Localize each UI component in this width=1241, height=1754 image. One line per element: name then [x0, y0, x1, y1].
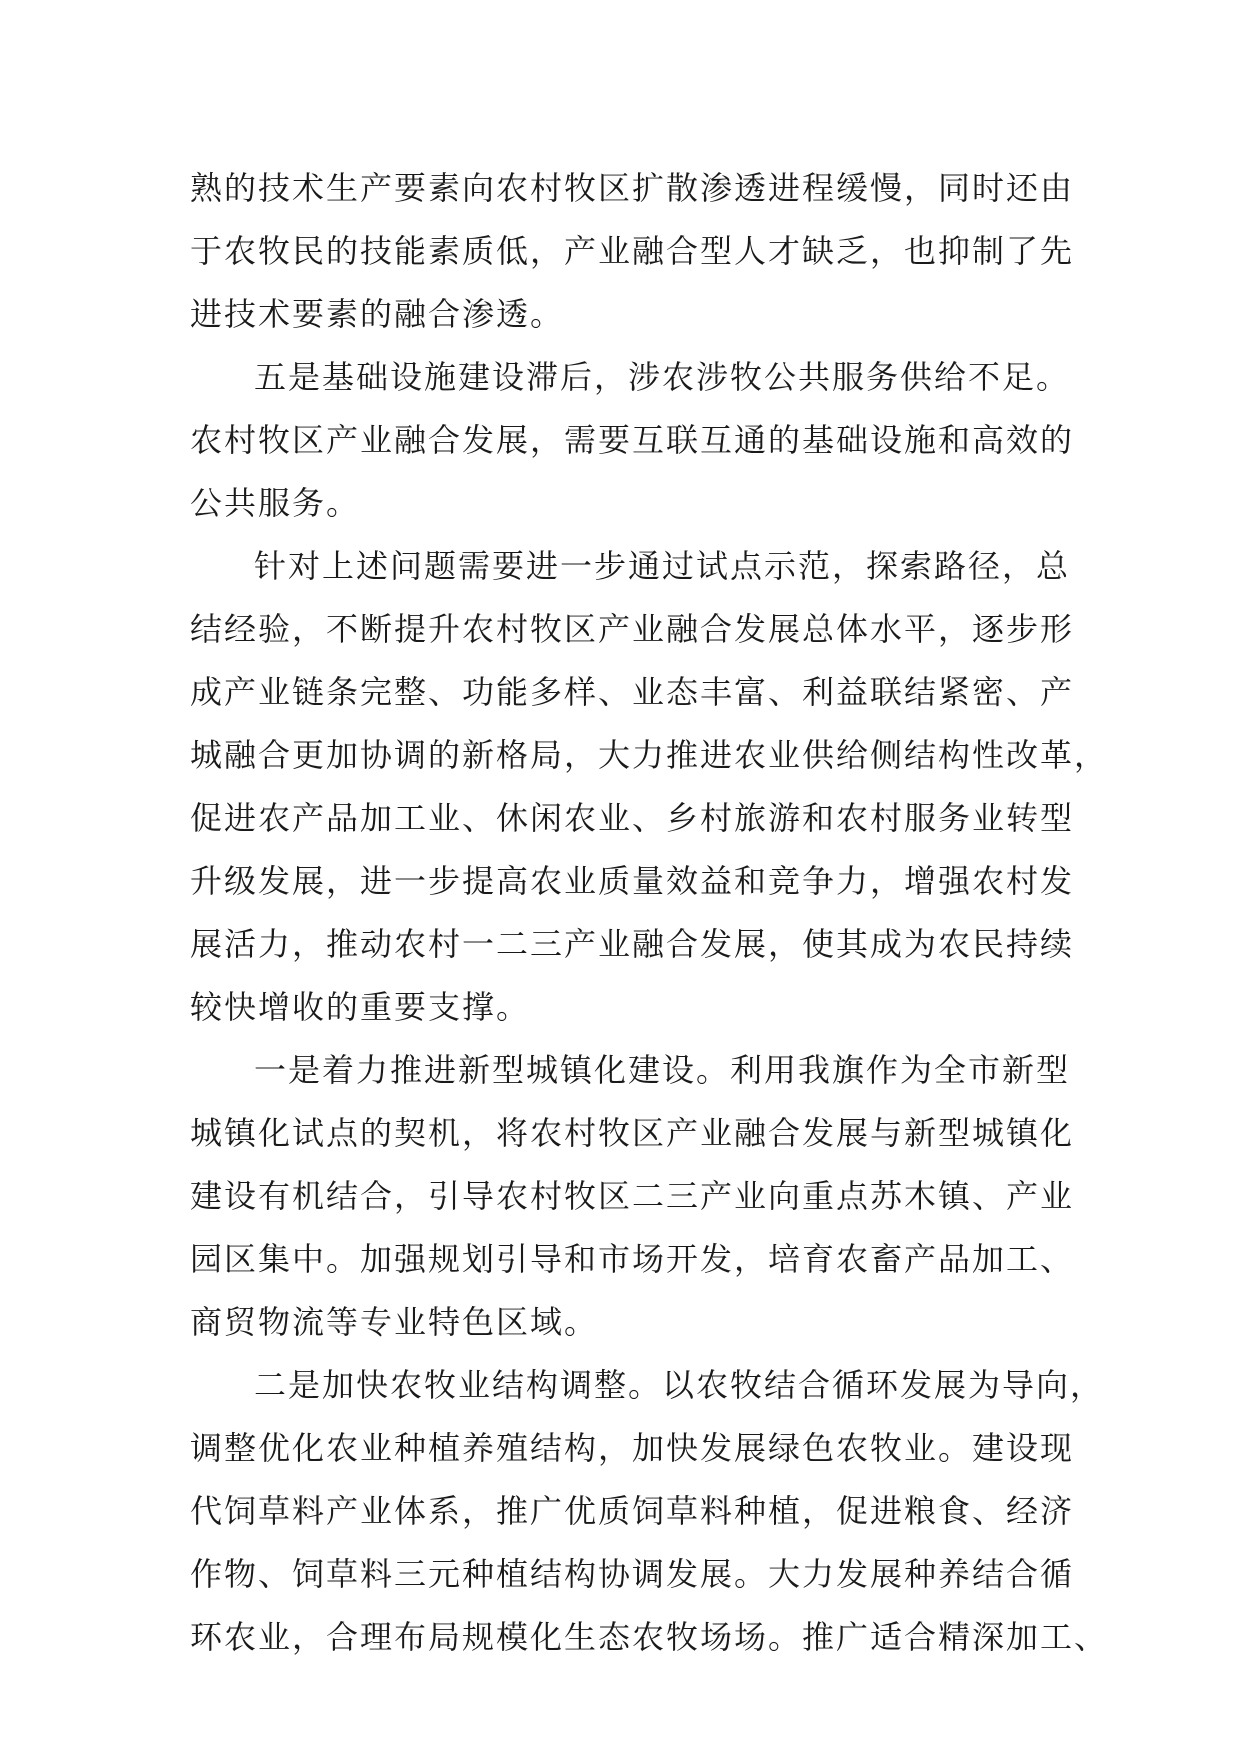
text-line: 结经验，不断提升农村牧区产业融合发展总体水平，逐步形 [190, 610, 1075, 648]
text-line: 代饲草料产业体系，推广优质饲草料种植，促进粮食、经济 [190, 1492, 1075, 1530]
text-line: 进技术要素的融合渗透。 [190, 295, 565, 333]
text-line: 较快增收的重要支撑。 [190, 988, 531, 1026]
text-line: 展活力，推动农村一二三产业融合发展，使其成为农民持续 [190, 925, 1075, 963]
paragraph [190, 1039, 1075, 1354]
text-line: 五是基础设施建设滞后，涉农涉牧公共服务供给不足。 [254, 358, 1071, 396]
text-line: 城镇化试点的契机，将农村牧区产业融合发展与新型城镇化 [190, 1114, 1075, 1152]
paragraph [190, 535, 1109, 1039]
text-line: 城融合更加协调的新格局，大力推进农业供给侧结构性改革， [190, 736, 1109, 774]
text-line: 作物、饲草料三元种植结构协调发展。大力发展种养结合循 [190, 1555, 1075, 1593]
text-line: 一是着力推进新型城镇化建设。利用我旗作为全市新型 [254, 1051, 1071, 1089]
text-line: 建设有机结合，引导农村牧区二三产业向重点苏木镇、产业 [190, 1177, 1075, 1215]
text-line: 于农牧民的技能素质低，产业融合型人才缺乏，也抑制了先 [190, 232, 1075, 270]
text-line: 园区集中。加强规划引导和市场开发，培育农畜产品加工、 [190, 1240, 1075, 1278]
text-line: 调整优化农业种植养殖结构，加快发展绿色农牧业。建设现 [190, 1429, 1075, 1467]
document-body [190, 157, 1109, 1669]
text-line: 熟的技术生产要素向农村牧区扩散渗透进程缓慢，同时还由 [190, 169, 1075, 207]
text-line: 农村牧区产业融合发展，需要互联互通的基础设施和高效的 [190, 421, 1075, 459]
text-line: 促进农产品加工业、休闲农业、乡村旅游和农村服务业转型 [190, 799, 1075, 837]
text-line: 升级发展，进一步提高农业质量效益和竞争力，增强农村发 [190, 862, 1075, 900]
text-line: 成产业链条完整、功能多样、业态丰富、利益联结紧密、产 [190, 673, 1075, 711]
text-line: 公共服务。 [190, 484, 361, 522]
text-line: 二是加快农牧业结构调整。以农牧结合循环发展为导向， [254, 1366, 1105, 1404]
paragraph [190, 157, 1075, 346]
paragraph [190, 1354, 1109, 1669]
text-line: 环农业，合理布局规模化生态农牧场场。推广适合精深加工、 [190, 1618, 1109, 1656]
text-line: 商贸物流等专业特色区域。 [190, 1303, 599, 1341]
paragraph [190, 346, 1075, 535]
text-line: 针对上述问题需要进一步通过试点示范，探索路径，总 [254, 547, 1071, 585]
